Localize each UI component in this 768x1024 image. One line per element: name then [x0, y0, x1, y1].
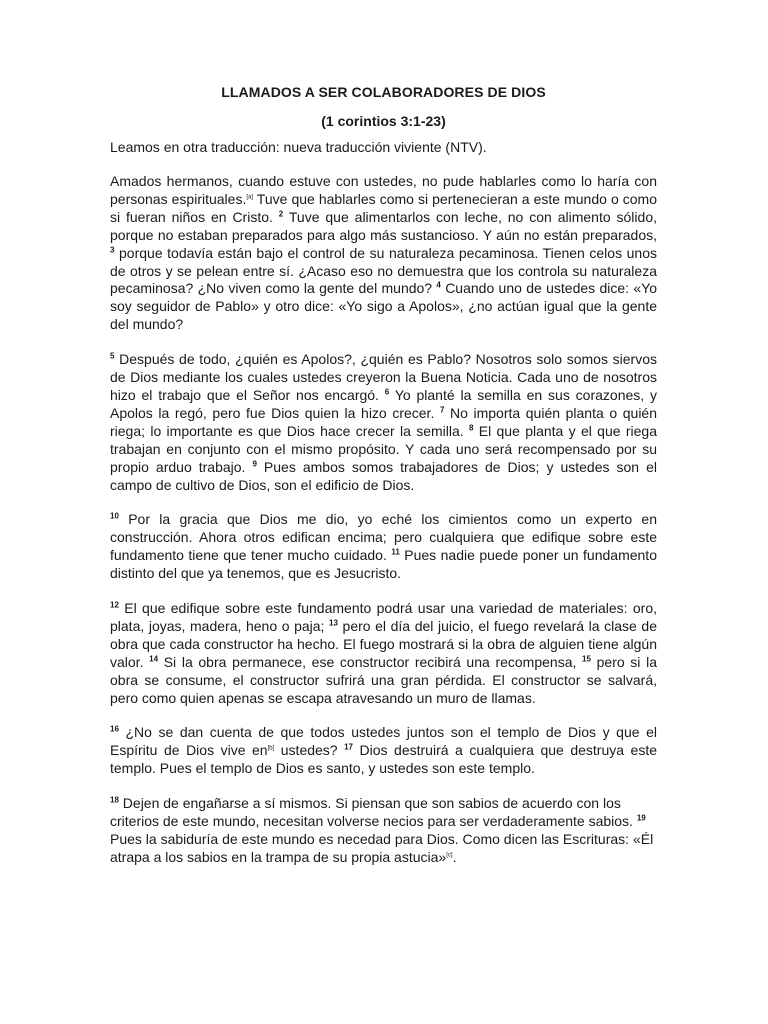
paragraph-text: Pues ambos somos trabajadores de Dios; y ustedes son el campo de cultivo de Dios, son el edificio de Dios.: [110, 458, 657, 493]
footnote-marker: [b]: [267, 745, 275, 752]
footnote-marker: [c]: [446, 852, 453, 859]
paragraph-text: ¿No se dan cuenta de que todos ustedes juntos son el templo de Dios y que el Espíritu de Dios vive en: [110, 724, 657, 759]
paragraph-text: Cuando uno de ustedes dice: «Yo soy seguidor de Pablo» y otro dice: «Yo sigo a Apolos», ¿no actúan igual que la gente del mundo?: [110, 280, 658, 333]
paragraph-text: Dejen de engañarse a sí mismos. Si piensan que son sabios de acuerdo con los criterios de este mundo, necesitan volverse necios para ser verdaderamente sabios.: [110, 795, 637, 830]
paragraph: [110, 351, 657, 494]
paragraph-text: El que planta y el que riega trabajan en conjunto con el mismo propósito. Y cada uno será recompensado por su propio arduo trabajo.: [110, 422, 657, 475]
verse-number: 10: [110, 511, 119, 521]
intro-line: Leamos en otra traducción: nueva traducción viviente (NTV).: [110, 139, 487, 155]
verse-number: 16: [110, 724, 119, 734]
verse-number: 12: [110, 600, 119, 610]
paragraph-text: Pues nadie puede poner un fundamento distinto del que ya tenemos, que es Jesucristo.: [110, 547, 657, 582]
paragraph: [110, 795, 657, 867]
body-text: [110, 173, 657, 867]
footnote-marker: [a]: [246, 194, 254, 201]
verse-number: 15: [582, 654, 591, 664]
verse-number: 2: [278, 209, 284, 219]
paragraph-text: Después de todo, ¿quién es Apolos?, ¿quién es Pablo? Nosotros solo somos siervos de Dios mediante los cuales ustedes creyeron la Buena Noticia. Cada uno de nosotros hizo el trabajo que el Señor nos encargó.: [110, 351, 657, 403]
verse-number: 13: [329, 618, 338, 628]
paragraph: [110, 511, 657, 583]
verse-number: 4: [436, 280, 441, 290]
verse-number: 11: [391, 547, 400, 557]
paragraph-text: Dios destruirá a cualquiera que destruya este templo. Pues el templo de Dios es santo, y ustedes son este templo.: [110, 742, 657, 777]
scripture-reference: (1 corintios 3:1-23): [321, 113, 446, 129]
paragraph-text: pero el día del juicio, el fuego revelará la clase de obra que cada constructor ha hecho. El fuego mostrará si la obra de alguien tiene algún valor.: [110, 617, 657, 670]
paragraph-text: .: [452, 848, 457, 865]
paragraph-text: ustedes?: [274, 742, 345, 759]
paragraph-text: pero si la obra se consume, el constructor sufrirá una gran pérdida. El constructor se salvará, pero como quien apenas se escapa atravesando un muro de llamas.: [110, 653, 657, 706]
paragraph-text: porque todavía están bajo el control de su naturaleza pecaminosa. Tienen celos unos de otros y se pelean entre sí. ¿Acaso eso no demuestra que los controla su naturaleza pecaminosa? ¿No viven como la gente del mundo?: [110, 244, 657, 297]
paragraph-text: Amados hermanos, cuando estuve con ustedes, no pude hablarles como lo haría con personas espirituales.: [110, 173, 657, 207]
verse-number: 17: [344, 742, 354, 752]
document-title: LLAMADOS A SER COLABORADORES DE DIOS: [221, 84, 546, 100]
verse-number: 8: [468, 423, 474, 433]
paragraph: [110, 600, 657, 707]
paragraph-text: Tuve que alimentarlos con leche, no con alimento sólido, porque no estaban preparados para algo más sustancioso. Y aún no están preparados,: [110, 208, 657, 243]
verse-number: 19: [636, 813, 646, 823]
verse-number: 9: [252, 458, 257, 468]
verse-number: 14: [149, 654, 159, 664]
paragraph-text: El que edifique sobre este fundamento podrá usar una variedad de materiales: oro, plata, joyas, madera, heno o paja;: [110, 600, 657, 634]
verse-number: 5: [110, 351, 115, 361]
paragraph-text: Pues la sabiduría de este mundo es necedad para Dios. Como dicen las Escrituras: «Él atrapa a los sabios en la trampa de su propia astucia»: [110, 831, 654, 865]
verse-number: 3: [110, 244, 115, 254]
paragraph-text: Tuve que hablarles como si pertenecieran a este mundo o como si fueran niños en Cristo.: [110, 190, 658, 225]
paragraph-text: No importa quién planta o quién riega; lo importante es que Dios hace crecer la semilla.: [110, 404, 657, 439]
paragraph-text: Si la obra permanece, ese constructor recibirá una recompensa,: [158, 653, 583, 670]
verse-number: 7: [439, 405, 445, 415]
paragraph: [110, 173, 657, 334]
paragraph-text: Por la gracia que Dios me dio, yo eché los cimientos como un experto en construcción. Ahora otros edifican encima; pero cualquiera que edifique sobre este fundamento tiene que tener mucho cuidado.: [110, 511, 657, 564]
paragraph-text: Yo planté la semilla en sus corazones, y Apolos la regó, pero fue Dios quien la hizo crecer.: [110, 386, 657, 421]
verse-number: 6: [384, 387, 390, 397]
paragraph: [110, 724, 657, 778]
verse-number: 18: [110, 795, 119, 805]
